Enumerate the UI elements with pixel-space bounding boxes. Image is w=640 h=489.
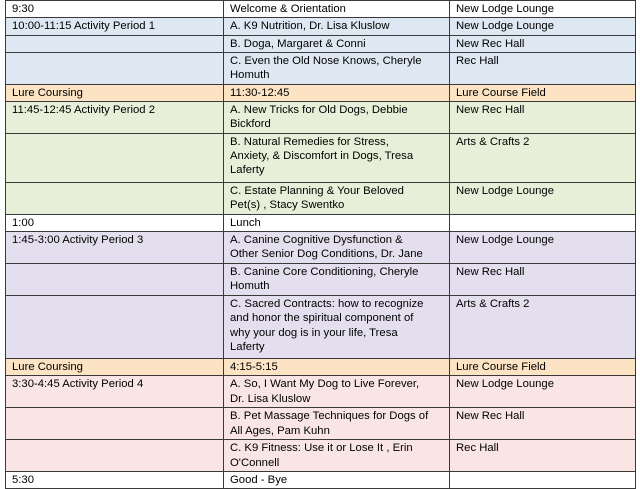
location-cell: Rec Hall (450, 52, 636, 84)
activity-cell: C. Sacred Contracts: how to recognize and honor the spiritual component of why your dog is in your life, Tresa Laferty (224, 296, 450, 359)
time-cell: 11:45-12:45 Activity Period 2 (6, 102, 224, 134)
location-cell: Rec Hall (450, 440, 636, 472)
activity-cell: Welcome & Orientation (224, 1, 450, 18)
time-cell: Lure Coursing (6, 84, 224, 101)
activity-cell: Lunch (224, 214, 450, 231)
schedule-row (6, 84, 636, 101)
time-cell (6, 52, 224, 84)
location-cell (450, 214, 636, 231)
time-cell: 3:30-4:45 Activity Period 4 (6, 376, 224, 408)
time-cell (6, 408, 224, 440)
time-cell (6, 296, 224, 359)
time-cell (6, 264, 224, 296)
schedule-row (6, 359, 636, 376)
location-cell: New Rec Hall (450, 35, 636, 52)
schedule-row (6, 471, 636, 488)
activity-cell: B. Pet Massage Techniques for Dogs of All Ages, Pam Kuhn (224, 408, 450, 440)
schedule-table (5, 0, 636, 489)
activity-cell: B. Canine Core Conditioning, Cheryle Homuth (224, 264, 450, 296)
schedule-row (6, 440, 636, 472)
schedule-row (6, 232, 636, 264)
location-cell: New Rec Hall (450, 102, 636, 134)
location-cell: Arts & Crafts 2 (450, 133, 636, 182)
schedule-row (6, 52, 636, 84)
schedule-row (6, 214, 636, 231)
location-cell: New Lodge Lounge (450, 376, 636, 408)
activity-cell: 11:30-12:45 (224, 84, 450, 101)
location-cell: New Lodge Lounge (450, 232, 636, 264)
activity-cell: A. Canine Cognitive Dysfunction & Other Senior Dog Conditions, Dr. Jane (224, 232, 450, 264)
location-cell: New Rec Hall (450, 264, 636, 296)
schedule-row (6, 133, 636, 182)
location-cell (450, 471, 636, 488)
schedule-row (6, 18, 636, 35)
schedule-row (6, 35, 636, 52)
time-cell: 9:30 (6, 1, 224, 18)
schedule-row (6, 296, 636, 359)
time-cell (6, 133, 224, 182)
time-cell (6, 182, 224, 214)
location-cell: Lure Course Field (450, 359, 636, 376)
activity-cell: A. New Tricks for Old Dogs, Debbie Bickford (224, 102, 450, 134)
schedule-row (6, 1, 636, 18)
schedule-row (6, 264, 636, 296)
activity-cell: A. So, I Want My Dog to Live Forever, Dr. Lisa Kluslow (224, 376, 450, 408)
location-cell: New Lodge Lounge (450, 182, 636, 214)
location-cell: New Lodge Lounge (450, 18, 636, 35)
time-cell: 1:00 (6, 214, 224, 231)
time-cell: 1:45-3:00 Activity Period 3 (6, 232, 224, 264)
time-cell: 10:00-11:15 Activity Period 1 (6, 18, 224, 35)
activity-cell: B. Doga, Margaret & Conni (224, 35, 450, 52)
time-cell (6, 440, 224, 472)
schedule-row (6, 376, 636, 408)
schedule-row (6, 102, 636, 134)
location-cell: Arts & Crafts 2 (450, 296, 636, 359)
schedule-body (6, 1, 636, 489)
location-cell: New Rec Hall (450, 408, 636, 440)
activity-cell: Good - Bye (224, 471, 450, 488)
time-cell (6, 35, 224, 52)
time-cell: 5:30 (6, 471, 224, 488)
activity-cell: 4:15-5:15 (224, 359, 450, 376)
activity-cell: A. K9 Nutrition, Dr. Lisa Kluslow (224, 18, 450, 35)
schedule-row (6, 408, 636, 440)
activity-cell: C. K9 Fitness: Use it or Lose It , Erin O'Connell (224, 440, 450, 472)
activity-cell: C. Estate Planning & Your Beloved Pet(s) , Stacy Swentko (224, 182, 450, 214)
location-cell: New Lodge Lounge (450, 1, 636, 18)
location-cell: Lure Course Field (450, 84, 636, 101)
activity-cell: C. Even the Old Nose Knows, Cheryle Homuth (224, 52, 450, 84)
activity-cell: B. Natural Remedies for Stress, Anxiety, & Discomfort in Dogs, Tresa Laferty (224, 133, 450, 182)
schedule-row (6, 182, 636, 214)
time-cell: Lure Coursing (6, 359, 224, 376)
